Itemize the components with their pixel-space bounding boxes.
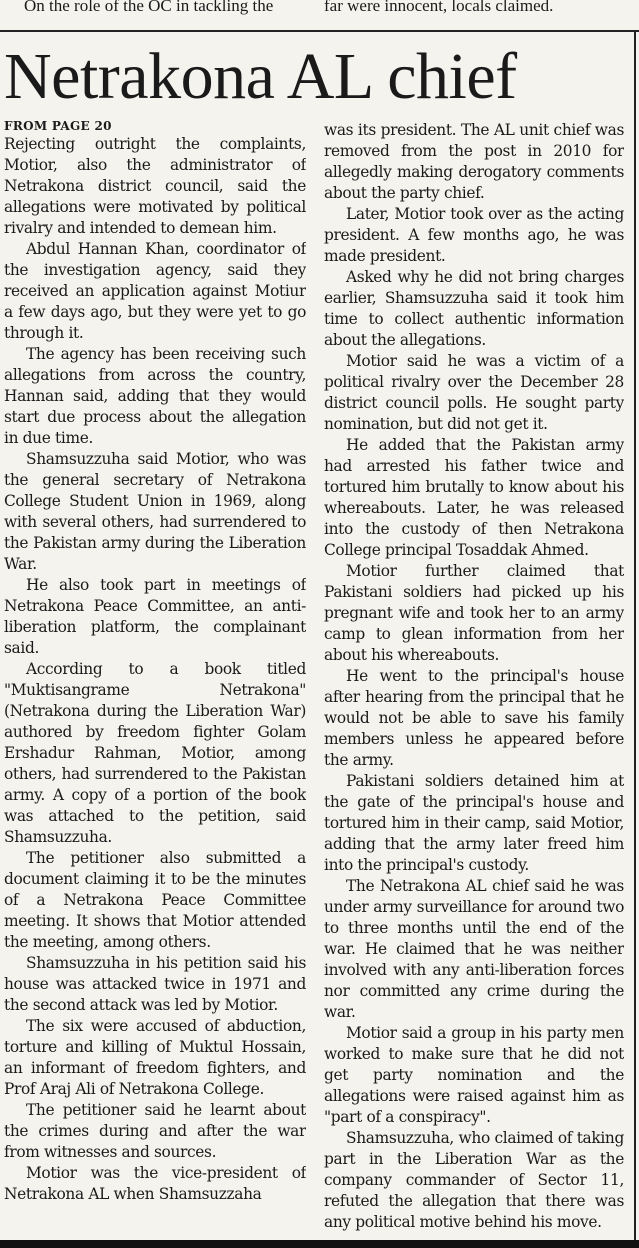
top-divider — [0, 30, 639, 32]
paragraph: The agency has been receiving such allegations from across the country, Hannan said, adding that they would start due process about the allegation in due time. — [4, 345, 306, 447]
paragraph: Shamsuzzuha, who claimed of taking part in the Liberation War as the company commander of Sector 11, refuted the allegation that there was any political motive behind his move. — [324, 1129, 624, 1231]
paragraph: The Netrakona AL chief said he was under army surveillance for around two to three months until the end of the war. He claimed that he was neither involved with any anti-liberation forces nor committed any crime during the war. — [324, 877, 624, 1021]
paragraph: The six were accused of abduction, torture and killing of Muktul Hossain, an informant of freedom fighters, and Prof Araj Ali of Netrakona College. — [4, 1017, 306, 1098]
paragraph: Shamsuzzuha in his petition said his house was attacked twice in 1971 and the second attack was led by Motior. — [4, 954, 306, 1014]
article-column-left — [4, 114, 306, 1240]
paragraph: Pakistani soldiers detained him at the gate of the principal's house and tortured him in their camp, said Motior, adding that the army later freed him into the principal's custody. — [324, 772, 624, 874]
article-column-right — [324, 120, 624, 1246]
right-column-rule — [634, 30, 636, 1240]
paragraph: The petitioner said he learnt about the crimes during and after the war from witnesses and sources. — [4, 1101, 306, 1161]
page-bottom-edge — [0, 1240, 639, 1248]
paragraph: He added that the Pakistan army had arrested his father twice and tortured him brutally to know about his whereabouts. Later, he was released into the custody of then Netrakona College principal Tosaddak Ahmed. — [324, 436, 624, 559]
paragraph: Shamsuzzuha said Motior, who was the general secretary of Netrakona College Student Union in 1969, along with several others, had surrendered to the Pakistan army during the Liberation War. — [4, 450, 306, 573]
paragraph: Asked why he did not bring charges earlier, Shamsuzzuha said it took him time to collect authentic information about the allegations. — [324, 268, 624, 349]
paragraph: According to a book titled "Muktisangrame Netrakona" (Netrakona during the Liberation War) authored by freedom fighter Golam Ershadur Rahman, Motior, among others, had surrendered to the Pakistan army. A copy of a portion of the book was attached to the petition, said Shamsuzzuha. — [4, 660, 306, 846]
paragraph: Motior said a group in his party men worked to make sure that he did not get party nomination and the allegations were raised against him as "part of a conspiracy". — [324, 1024, 624, 1126]
headline: Netrakona AL chief — [4, 40, 517, 113]
paragraph: Abdul Hannan Khan, coordinator of the investigation agency, said they received an application against Motiur a few days ago, but they were yet to go through it. — [4, 240, 306, 342]
paragraph: was its president. The AL unit chief was removed from the post in 2010 for allegedly making derogatory comments about the party chief. — [324, 121, 624, 202]
paragraph: Rejecting outright the complaints, Motior, also the administrator of Netrakona district council, said the allegations were motivated by political rivalry and intended to demean him. — [4, 135, 306, 237]
paragraph: He also took part in meetings of Netrakona Peace Committee, an anti-liberation platform, the complainant said. — [4, 576, 306, 657]
paragraph: Motior said he was a victim of a political rivalry over the December 28 district council polls. He sought party nomination, but did not get it. — [324, 352, 624, 433]
top-snippet-right: far were innocent, locals claimed. — [324, 0, 554, 15]
paragraph: He went to the principal's house after hearing from the principal that he would not be able to save his family members unless he appeared before the army. — [324, 667, 624, 769]
top-snippet-left: On the role of the OC in tackling the — [24, 0, 274, 15]
paragraph: Later, Motior took over as the acting president. A few months ago, he was made president. — [324, 205, 624, 265]
previous-story-snippets — [0, 0, 639, 18]
paragraph: Motior further claimed that Pakistani soldiers had picked up his pregnant wife and took her to an army camp to glean information from her about his whereabouts. — [324, 562, 624, 664]
continuation-label: FROM PAGE 20 — [4, 119, 112, 133]
paragraph: The petitioner also submitted a document claiming it to be the minutes of a Netrakona Peace Committee meeting. It shows that Motior attended the meeting, among others. — [4, 849, 306, 951]
paragraph: Motior was the vice-president of Netrakona AL when Shamsuzzaha — [4, 1164, 306, 1203]
